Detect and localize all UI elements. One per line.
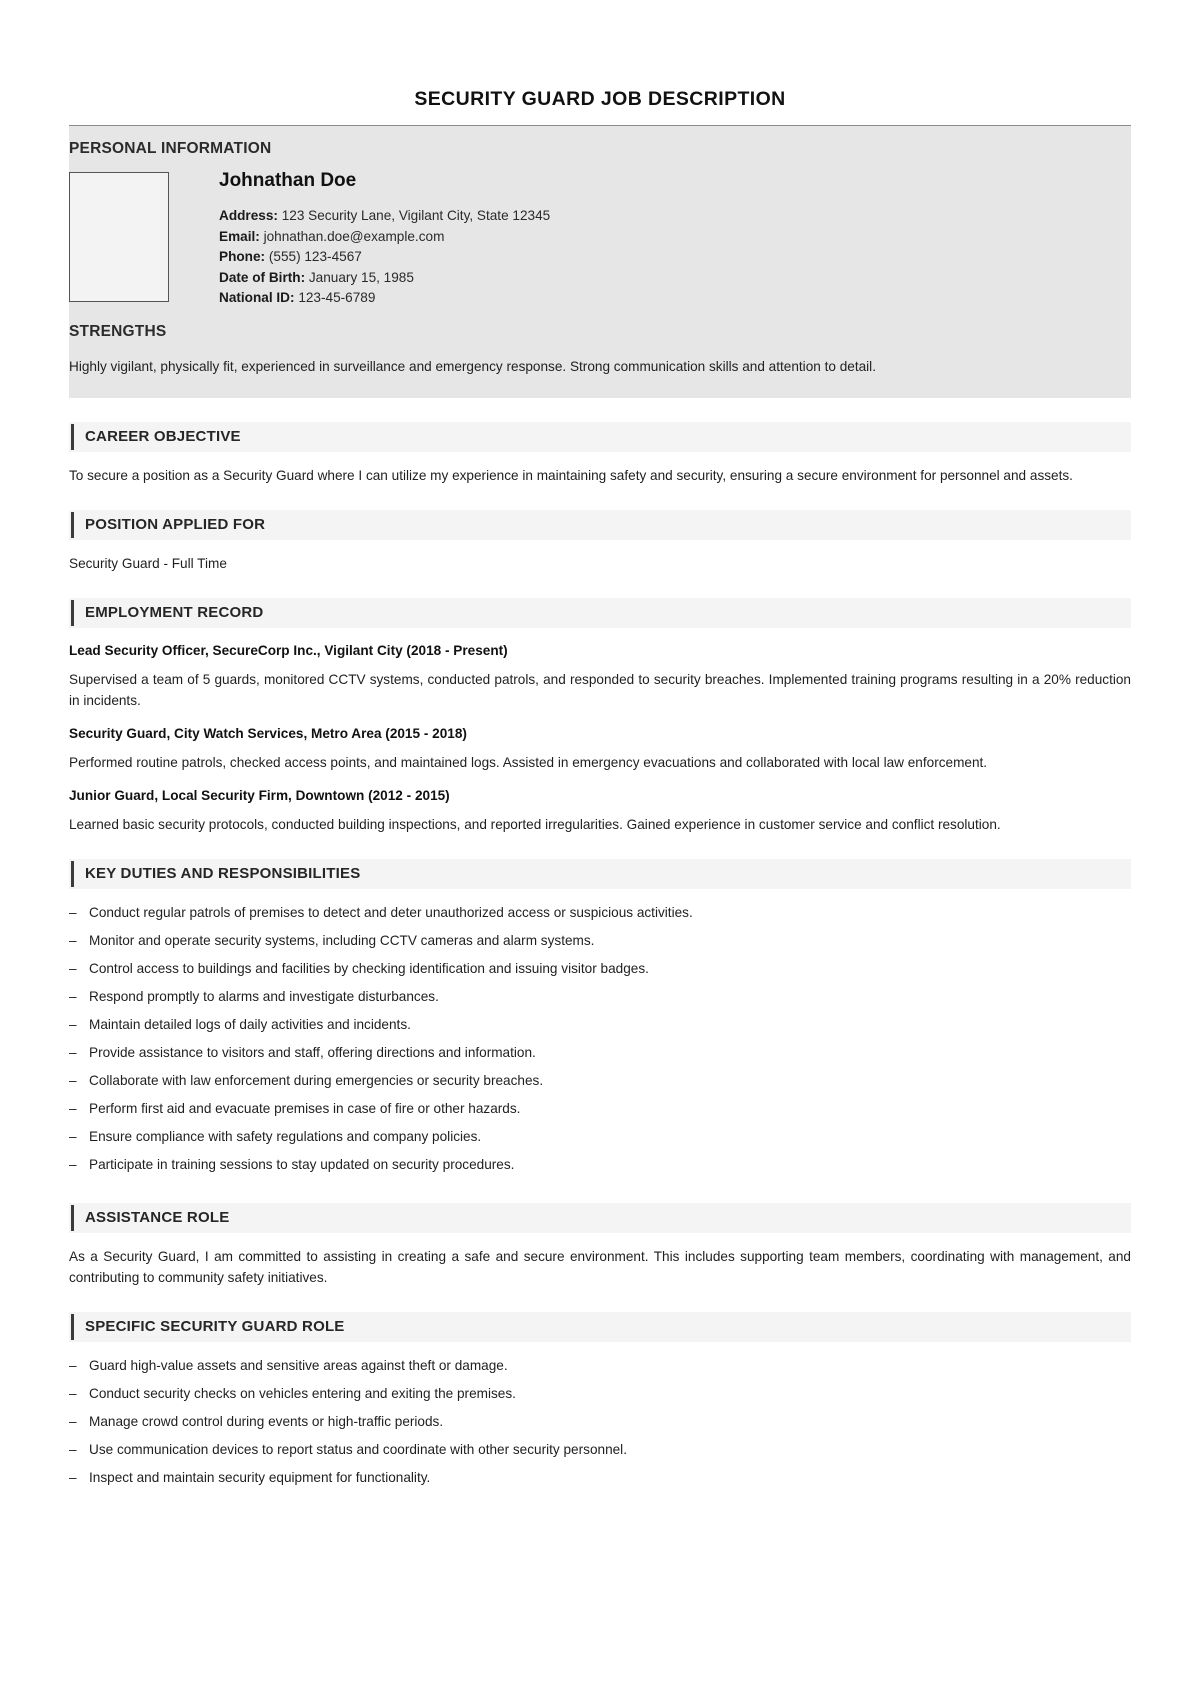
candidate-name: Johnathan Doe [219, 170, 357, 191]
list-item [69, 983, 1131, 1011]
career-objective-header [69, 422, 1131, 452]
list-item [69, 1408, 1131, 1436]
employment-entry-description: Performed routine patrols, checked access points, and maintained logs. Assisted in emergency evacuations and collaborated with local law enforcement. [69, 754, 988, 770]
employment-entry [69, 642, 1131, 711]
dash-bullet-icon: – [69, 989, 77, 1004]
list-item [69, 1436, 1131, 1464]
detail-phone-value: (555) 123-4567 [268, 249, 362, 264]
list-item-text: Ensure compliance with safety regulations and company policies. [89, 1129, 482, 1144]
detail-email [219, 227, 1121, 248]
assistance-role-section [69, 1203, 1131, 1288]
detail-address-value: 123 Security Lane, Vigilant City, State 12345 [281, 208, 551, 223]
detail-address [219, 206, 1121, 227]
key-duties-title: KEY DUTIES AND RESPONSIBILITIES [85, 865, 361, 882]
career-objective-title: CAREER OBJECTIVE [85, 428, 241, 445]
dash-bullet-icon: – [69, 1045, 77, 1060]
detail-address-label: Address: [219, 208, 278, 223]
dash-bullet-icon: – [69, 1470, 77, 1485]
strengths-text: Highly vigilant, physically fit, experienced in surveillance and emergency response. Strong communication skills and attention to detail. [69, 358, 876, 374]
list-item-text: Monitor and operate security systems, including CCTV cameras and alarm systems. [89, 933, 595, 948]
detail-phone-label: Phone: [219, 249, 266, 264]
career-objective-section [69, 422, 1131, 486]
strengths-heading: STRENGTHS [69, 322, 167, 340]
specific-role-list [69, 1352, 1131, 1492]
dash-bullet-icon: – [69, 1414, 77, 1429]
list-item [69, 1011, 1131, 1039]
list-item-text: Use communication devices to report status and coordinate with other security personnel. [89, 1442, 627, 1457]
detail-dob-value: January 15, 1985 [308, 269, 414, 285]
list-item-text: Control access to buildings and facilities by checking identification and issuing visitor badges. [89, 961, 649, 976]
detail-dob-label: Date of Birth: [219, 269, 306, 285]
dash-bullet-icon: – [69, 933, 77, 948]
detail-national-id [219, 288, 1121, 309]
employment-record-title: EMPLOYMENT RECORD [85, 604, 264, 621]
key-duties-header [69, 859, 1131, 889]
list-item-text: Maintain detailed logs of daily activities and incidents. [89, 1017, 411, 1032]
detail-national-id-value: 123-45-6789 [298, 290, 376, 305]
assistance-role-title: ASSISTANCE ROLE [85, 1209, 230, 1226]
position-applied-section [69, 510, 1131, 574]
list-item-text: Guard high-value assets and sensitive areas against theft or damage. [89, 1358, 508, 1373]
position-applied-header [69, 510, 1131, 540]
dash-bullet-icon: – [69, 1442, 77, 1457]
employment-entry-description: Learned basic security protocols, conducted building inspections, and reported irregularities. Gained experience in customer service and conflict resolution. [69, 816, 1001, 832]
personal-information-section [69, 126, 1131, 398]
position-applied-title: POSITION APPLIED FOR [85, 516, 266, 533]
list-item [69, 927, 1131, 955]
list-item [69, 899, 1131, 927]
detail-email-value: johnathan.doe@example.com [263, 228, 445, 244]
list-item-text: Conduct security checks on vehicles entering and exiting the premises. [89, 1386, 516, 1401]
list-item-text: Participate in training sessions to stay updated on security procedures. [89, 1157, 515, 1172]
dash-bullet-icon: – [69, 1017, 77, 1032]
career-objective-text: To secure a position as a Security Guard where I can utilize my experience in maintaining safety and security, ensuring a secure environment for personnel and assets. [69, 467, 1073, 483]
detail-phone [219, 247, 1121, 268]
assistance-role-text: As a Security Guard, I am committed to assisting in creating a safe and secure environment. This includes supporting team members, coordinating with management, and contributing to community safety initiatives. [69, 1248, 1131, 1285]
photo-placeholder [69, 172, 169, 302]
dash-bullet-icon: – [69, 905, 77, 920]
list-item-text: Collaborate with law enforcement during emergencies or security breaches. [89, 1073, 544, 1088]
list-item [69, 1380, 1131, 1408]
detail-email-label: Email: [219, 228, 260, 244]
employment-record-section [69, 598, 1131, 835]
employment-record-header [69, 598, 1131, 628]
personal-information-heading: PERSONAL INFORMATION [69, 140, 272, 157]
dash-bullet-icon: – [69, 1073, 77, 1088]
employment-entry [69, 787, 1131, 835]
dash-bullet-icon: – [69, 1129, 77, 1144]
employment-entry-title: Junior Guard, Local Security Firm, Downtown (2012 - 2015) [69, 787, 450, 803]
employment-entry-title: Lead Security Officer, SecureCorp Inc., Vigilant City (2018 - Present) [69, 642, 508, 658]
dash-bullet-icon: – [69, 1101, 77, 1116]
list-item [69, 1464, 1131, 1492]
position-applied-text: Security Guard - Full Time [69, 555, 227, 571]
dash-bullet-icon: – [69, 1386, 77, 1401]
list-item [69, 1067, 1131, 1095]
list-item-text: Inspect and maintain security equipment for functionality. [89, 1470, 431, 1485]
list-item-text: Provide assistance to visitors and staff, offering directions and information. [89, 1045, 536, 1060]
list-item [69, 1151, 1131, 1179]
employment-entry [69, 725, 1131, 773]
list-item [69, 955, 1131, 983]
list-item-text: Manage crowd control during events or high-traffic periods. [89, 1414, 444, 1429]
list-item-text: Perform first aid and evacuate premises in case of fire or other hazards. [89, 1101, 521, 1116]
detail-national-id-label: National ID: [219, 290, 295, 305]
specific-role-section [69, 1312, 1131, 1492]
page-title: SECURITY GUARD JOB DESCRIPTION [414, 88, 786, 110]
list-item [69, 1039, 1131, 1067]
employment-entry-description: Supervised a team of 5 guards, monitored CCTV systems, conducted patrols, and responded to security breaches. Implemented training programs resulting in a 20% reduction in incidents. [69, 671, 1131, 708]
key-duties-list [69, 899, 1131, 1179]
specific-role-header [69, 1312, 1131, 1342]
dash-bullet-icon: – [69, 1358, 77, 1373]
employment-entry-title: Security Guard, City Watch Services, Metro Area (2015 - 2018) [69, 725, 467, 741]
dash-bullet-icon: – [69, 961, 77, 976]
list-item [69, 1123, 1131, 1151]
list-item-text: Respond promptly to alarms and investigate disturbances. [89, 989, 439, 1004]
personal-details [169, 170, 1121, 309]
list-item-text: Conduct regular patrols of premises to detect and deter unauthorized access or suspicious activities. [89, 905, 693, 920]
detail-dob [219, 268, 1121, 289]
key-duties-section [69, 859, 1131, 1179]
list-item [69, 1095, 1131, 1123]
list-item [69, 1352, 1131, 1380]
assistance-role-header [69, 1203, 1131, 1233]
specific-role-title: SPECIFIC SECURITY GUARD ROLE [85, 1318, 345, 1335]
personal-information-row [69, 170, 1121, 309]
dash-bullet-icon: – [69, 1157, 77, 1172]
